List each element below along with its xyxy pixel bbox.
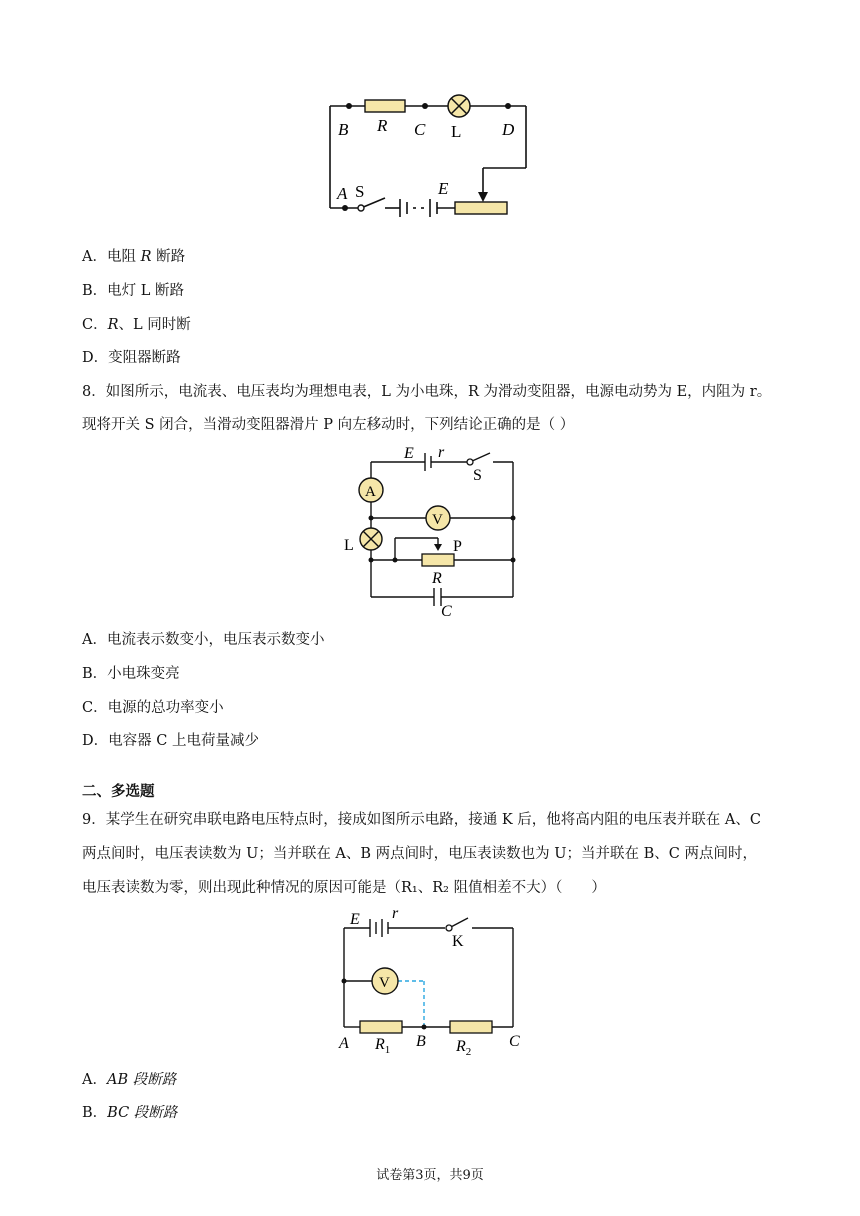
q9-circuit-diagram xyxy=(330,906,530,1060)
q8-label-P: P xyxy=(453,538,462,555)
q7-label-D: D xyxy=(502,120,515,139)
q8-label-R: R xyxy=(432,570,442,587)
q9-label-V: V xyxy=(379,975,390,991)
q9-label-B: B xyxy=(416,1033,426,1050)
q7-circuit-diagram xyxy=(320,88,540,228)
q7-label-E: E xyxy=(438,179,449,198)
q8-label-C: C xyxy=(441,603,452,620)
page-footer: 试卷第3页，共9页 xyxy=(376,1168,484,1183)
q9-label-A: A xyxy=(339,1035,349,1052)
q7-label-S: S xyxy=(355,182,365,201)
q7-option-b[interactable]: B．电灯 L 断路 xyxy=(82,283,185,299)
q8-label-S: S xyxy=(473,467,482,484)
q9-label-C: C xyxy=(509,1033,520,1050)
q9-option-b[interactable]: B．BC 段断路 xyxy=(82,1105,178,1121)
q8-option-d[interactable]: D．电容器 C 上电荷量减少 xyxy=(82,733,259,749)
q7-option-c[interactable]: C．R、L 同时断 xyxy=(82,317,191,333)
q9-stem-line2: 两点间时，电压表读数为 U；当并联在 A、B 两点间时，电压表读数也为 U；当并联在 B、C 两点间时， xyxy=(82,846,757,862)
q8-option-a[interactable]: A．电流表示数变小，电压表示数变小 xyxy=(82,632,325,648)
q9-label-r: r xyxy=(392,906,399,922)
q9-label-K: K xyxy=(452,933,464,950)
q7-label-A: A xyxy=(337,184,348,203)
q8-label-E: E xyxy=(404,445,414,462)
q9-option-a[interactable]: A．AB 段断路 xyxy=(82,1072,177,1088)
q8-label-L: L xyxy=(344,537,354,554)
q8-option-c[interactable]: C．电源的总功率变小 xyxy=(82,700,224,716)
q8-option-b[interactable]: B．小电珠变亮 xyxy=(82,666,180,682)
q9-label-R2: $R_2$ xyxy=(456,1038,472,1058)
q8-stem-line1: 8．如图所示，电流表、电压表均为理想电表，L 为小电珠，R 为滑动变阻器，电源电动势为 E，内阻为 r。 xyxy=(82,384,772,400)
q8-label-A: A xyxy=(365,484,376,500)
q8-label-V: V xyxy=(432,512,443,528)
q8-stem-line2: 现将开关 S 闭合，当滑动变阻器滑片 P 向左移动时，下列结论正确的是（ ） xyxy=(82,417,575,433)
q8-circuit-diagram xyxy=(340,440,530,622)
q9-label-E: E xyxy=(350,911,360,928)
q7-label-B: B xyxy=(338,120,349,139)
q9-stem-line1: 9．某学生在研究串联电路电压特点时，接成如图所示电路，接通 K 后，他将高内阻的电压表并联在 A、C xyxy=(82,812,761,828)
q8-label-r: r xyxy=(438,444,445,461)
q7-option-a[interactable]: A．电阻 R 断路 xyxy=(82,249,186,265)
q7-label-L: L xyxy=(451,122,462,141)
q9-label-R1: $R_1$ xyxy=(375,1036,391,1056)
q7-label-C: C xyxy=(414,120,426,139)
q7-label-R: R xyxy=(377,116,388,135)
section-title-multiple-choice: 二、多选题 xyxy=(82,784,155,800)
q7-option-d[interactable]: D．变阻器断路 xyxy=(82,350,181,366)
q9-stem-line3: 电压表读数为零，则出现此种情况的原因可能是（R₁、R₂ 阻值相差不大）（ ） xyxy=(82,880,606,896)
